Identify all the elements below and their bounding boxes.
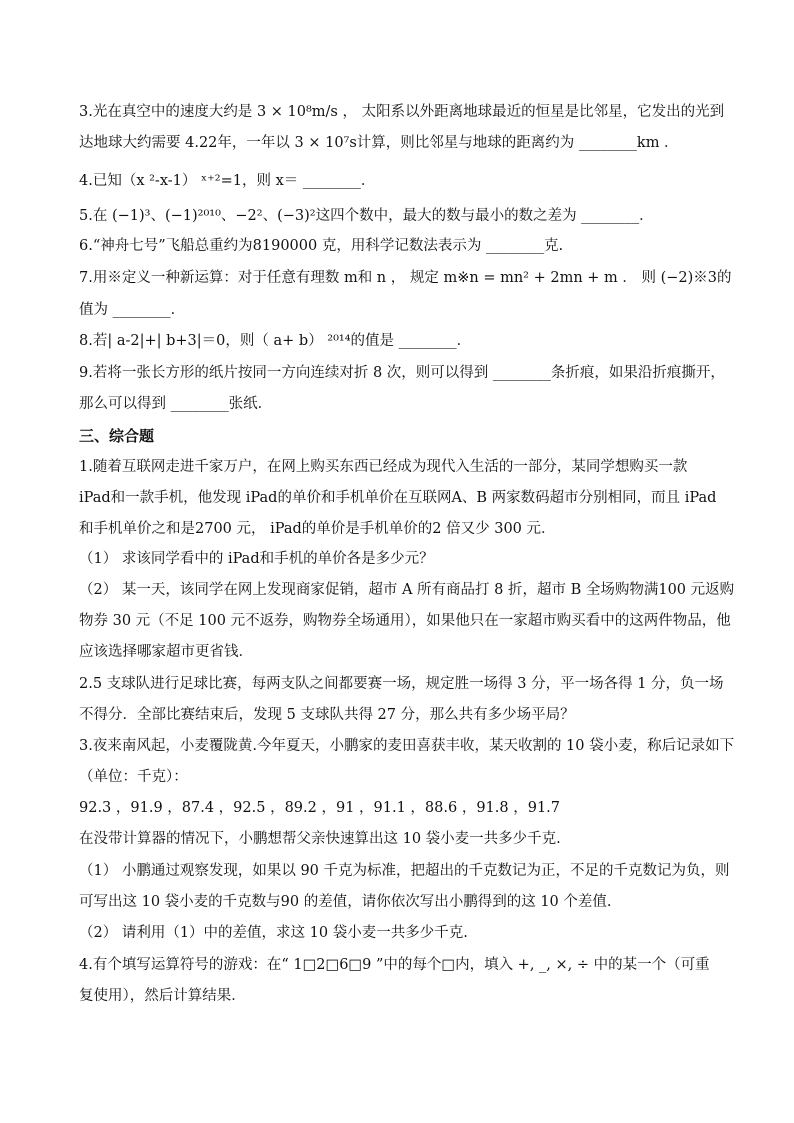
q9-line-2: 那么可以得到 ________张纸． bbox=[79, 396, 273, 412]
q4-line: 4.已知（x ²-x-1） ˣ⁺²=1，则 x＝ ________． bbox=[79, 173, 376, 189]
section-heading: 三、综合题 bbox=[79, 427, 155, 445]
p3-part-2: （2） 请利用（1）中的差值，求这 10 袋小麦一共多少千克. bbox=[79, 925, 468, 941]
p3-line-2: （单位：千克）： bbox=[79, 769, 188, 785]
q3-line-2: 达地球大约需要 4.22年，一年以 3 × 10⁷s计算，则比邻星与地球的距离约为 ________km ． bbox=[79, 135, 679, 151]
p2-line-1: 2.5 支球队进行足球比赛，每两支队之间都要赛一场，规定胜一场得 3 分，平一场各得 1 分，负一场 bbox=[79, 676, 724, 692]
q9-line-1: 9.若将一张长方形的纸片按同一方向连续对折 8 次，则可以得到 ________条折痕，如果沿折痕撕开， bbox=[79, 365, 725, 381]
q7-line-1: 7.用※定义一种新运算：对于任意有理数 m和 n ， 规定 m※n = mn² + 2mn + m ． 则 (−2)※3的 bbox=[79, 270, 732, 286]
p1-part-2-line-2: 物券 30 元（不足 100 元不返券，购物券全场通用），如果他只在一家超市购买看中的这两件物品，他 bbox=[79, 613, 731, 629]
q3-line-1: 3.光在真空中的速度大约是 3 × 10⁸m/s ， 太阳系以外距离地球最近的恒星是比邻星，它发出的光到 bbox=[79, 104, 725, 120]
p1-part-1: （1） 求该同学看中的 iPad和手机的单价各是多少元？ bbox=[79, 551, 434, 567]
p4-line-1: 4.有个填写运算符号的游戏：在“ 1□2□6□9 ”中的每个□内，填入 +, _, ×, ÷ 中的某一个（可重 bbox=[79, 957, 710, 973]
p1-line-3: 和手机单价之和是2700 元， iPad的单价是手机单价的2 倍又少 300 元． bbox=[79, 521, 556, 537]
p3-part-1-line-1: （1） 小鹏通过观察发现，如果以 90 千克为标准，把超出的千克数记为正，不足的千克数记为负，则 bbox=[79, 863, 730, 879]
p1-part-2-line-3: 应该选择哪家超市更省钱． bbox=[79, 644, 253, 660]
p4-line-2: 复使用），然后计算结果． bbox=[79, 988, 246, 1004]
q7-line-2: 值为 ________． bbox=[79, 302, 186, 318]
p1-part-2-line-1: （2） 某一天，该同学在网上发现商家促销，超市 A 所有商品打 8 折，超市 B 全场购物满100 元返购 bbox=[79, 582, 735, 598]
p3-line-3: 在没带计算器的情况下，小鹏想帮父亲快速算出这 10 袋小麦一共多少千克. bbox=[79, 831, 561, 847]
p3-line-1: 3.夜来南风起，小麦覆陇黄.今年夏天，小鹏家的麦田喜获丰收，某天收割的 10 袋小麦，称后记录如下 bbox=[79, 738, 735, 754]
p1-line-1: 1.随着互联网走进千家万户，在网上购买东西已经成为现代入生活的一部分，某同学想购买一款 bbox=[79, 459, 688, 475]
p2-line-2: 不得分．全部比赛结束后，发现 5 支球队共得 27 分，那么共有多少场平局？ bbox=[79, 707, 575, 723]
p1-line-2: iPad和一款手机，他发现 iPad的单价和手机单价在互联网A、B 两家数码超市分别相同，而且 iPad bbox=[79, 490, 717, 506]
p3-data: 92.3 ，91.9 ，87.4 ，92.5 ，89.2 ，91 ，91.1 ，88.6 ，91.8 ，91.7 bbox=[79, 800, 560, 816]
q8-line: 8.若| a-2|+| b+3|＝0，则（ a+ b） ²⁰¹⁴的值是 ________． bbox=[79, 333, 472, 349]
q5-line: 5.在 (−1)³、(−1)²⁰¹⁰、−2²、(−3)²这四个数中，最大的数与最小的数之差为 ________． bbox=[79, 208, 654, 224]
p3-part-1-line-2: 可写出这 10 袋小麦的千克数与90 的差值，请你依次写出小鹏得到的这 10 个差值. bbox=[79, 894, 612, 910]
q6-line: 6.“神舟七号”飞船总重约为8190000 克，用科学记数法表示为 ________克. bbox=[79, 238, 564, 254]
